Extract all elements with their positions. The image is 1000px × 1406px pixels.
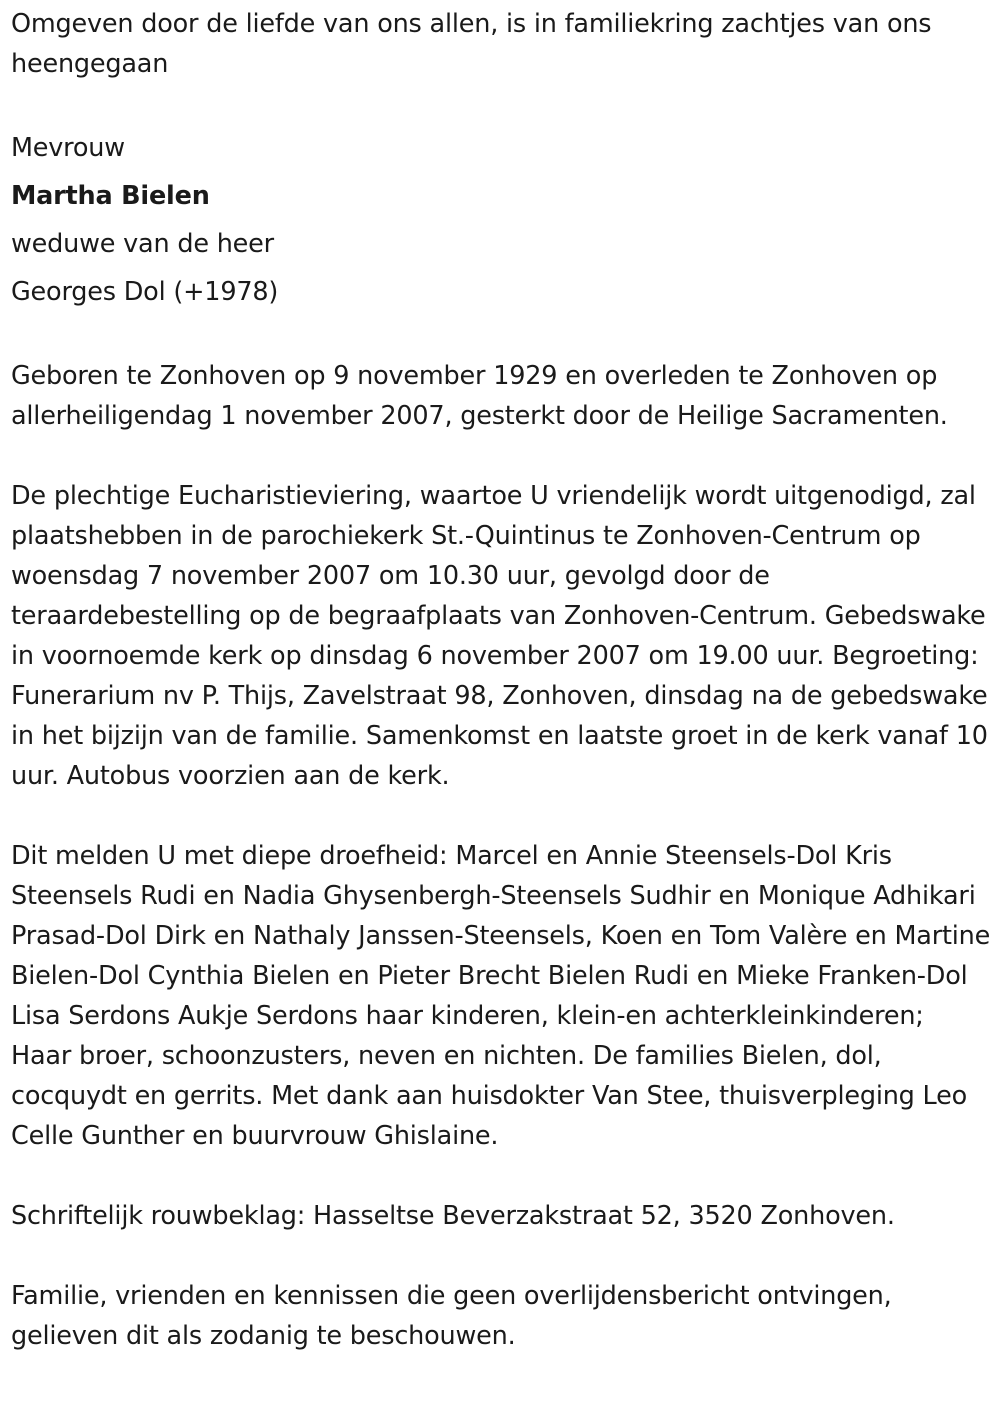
relation-text: weduwe van de heer [11,229,274,259]
death-notice [11,4,991,1356]
condolence-address: Schriftelijk rouwbeklag: Hasseltse Beverzakstraat 52, 3520 Zonhoven. [11,1201,895,1231]
intro-text: Omgeven door de liefde van ons allen, is in familiekring zachtjes van ons heengegaan [11,9,932,79]
deceased-block [11,124,991,316]
closing-text: Familie, vrienden en kennissen die geen overlijdensbericht ontvingen, gelieven dit als zodanig te beschouwen. [11,1281,892,1351]
birth-death-text: Geboren te Zonhoven op 9 november 1929 en overleden te Zonhoven op allerheiligendag 1 november 2007, gesterkt door de Heilige Sacramenten. [11,361,948,431]
family-text: Dit melden U met diepe droefheid: Marcel en Annie Steensels-Dol Kris Steensels Rudi en Nadia Ghysenbergh-Steensels Sudhir en Monique Adhikari Prasad-Dol Dirk en Nathaly Janssen-Steensels, Koen en Tom Valère en Martine Bielen-Dol Cynthia Bielen en Pieter Brecht Bielen Rudi en Mieke Franken-Dol Lisa Serdons Aukje Serdons haar kinderen, klein-en achterkleinkinderen; Haar broer, schoonzusters, neven en nichten. De families Bielen, dol, cocquydt en gerrits. Met dank aan huisdokter Van Stee, thuisverpleging Leo Celle Gunther en buurvrouw Ghislaine. [11,841,991,1151]
deceased-name: Martha Bielen [11,181,210,211]
spouse-name: Georges Dol (+1978) [11,277,279,307]
ceremony-text: De plechtige Eucharistieviering, waartoe U vriendelijk wordt uitgenodigd, zal plaatshebben in de parochiekerk St.-Quintinus te Zonhoven-Centrum op woensdag 7 november 2007 om 10.30 uur, gevolgd door de teraardebestelling op de begraafplaats van Zonhoven-Centrum. Gebedswake in voornoemde kerk op dinsdag 6 november 2007 om 19.00 uur. Begroeting: Funerarium nv P. Thijs, Zavelstraat 98, Zonhoven, dinsdag na de gebedswake in het bijzijn van de familie. Samenkomst en laatste groet in de kerk vanaf 10 uur. Autobus voorzien aan de kerk. [11,481,988,791]
salutation: Mevrouw [11,133,125,163]
